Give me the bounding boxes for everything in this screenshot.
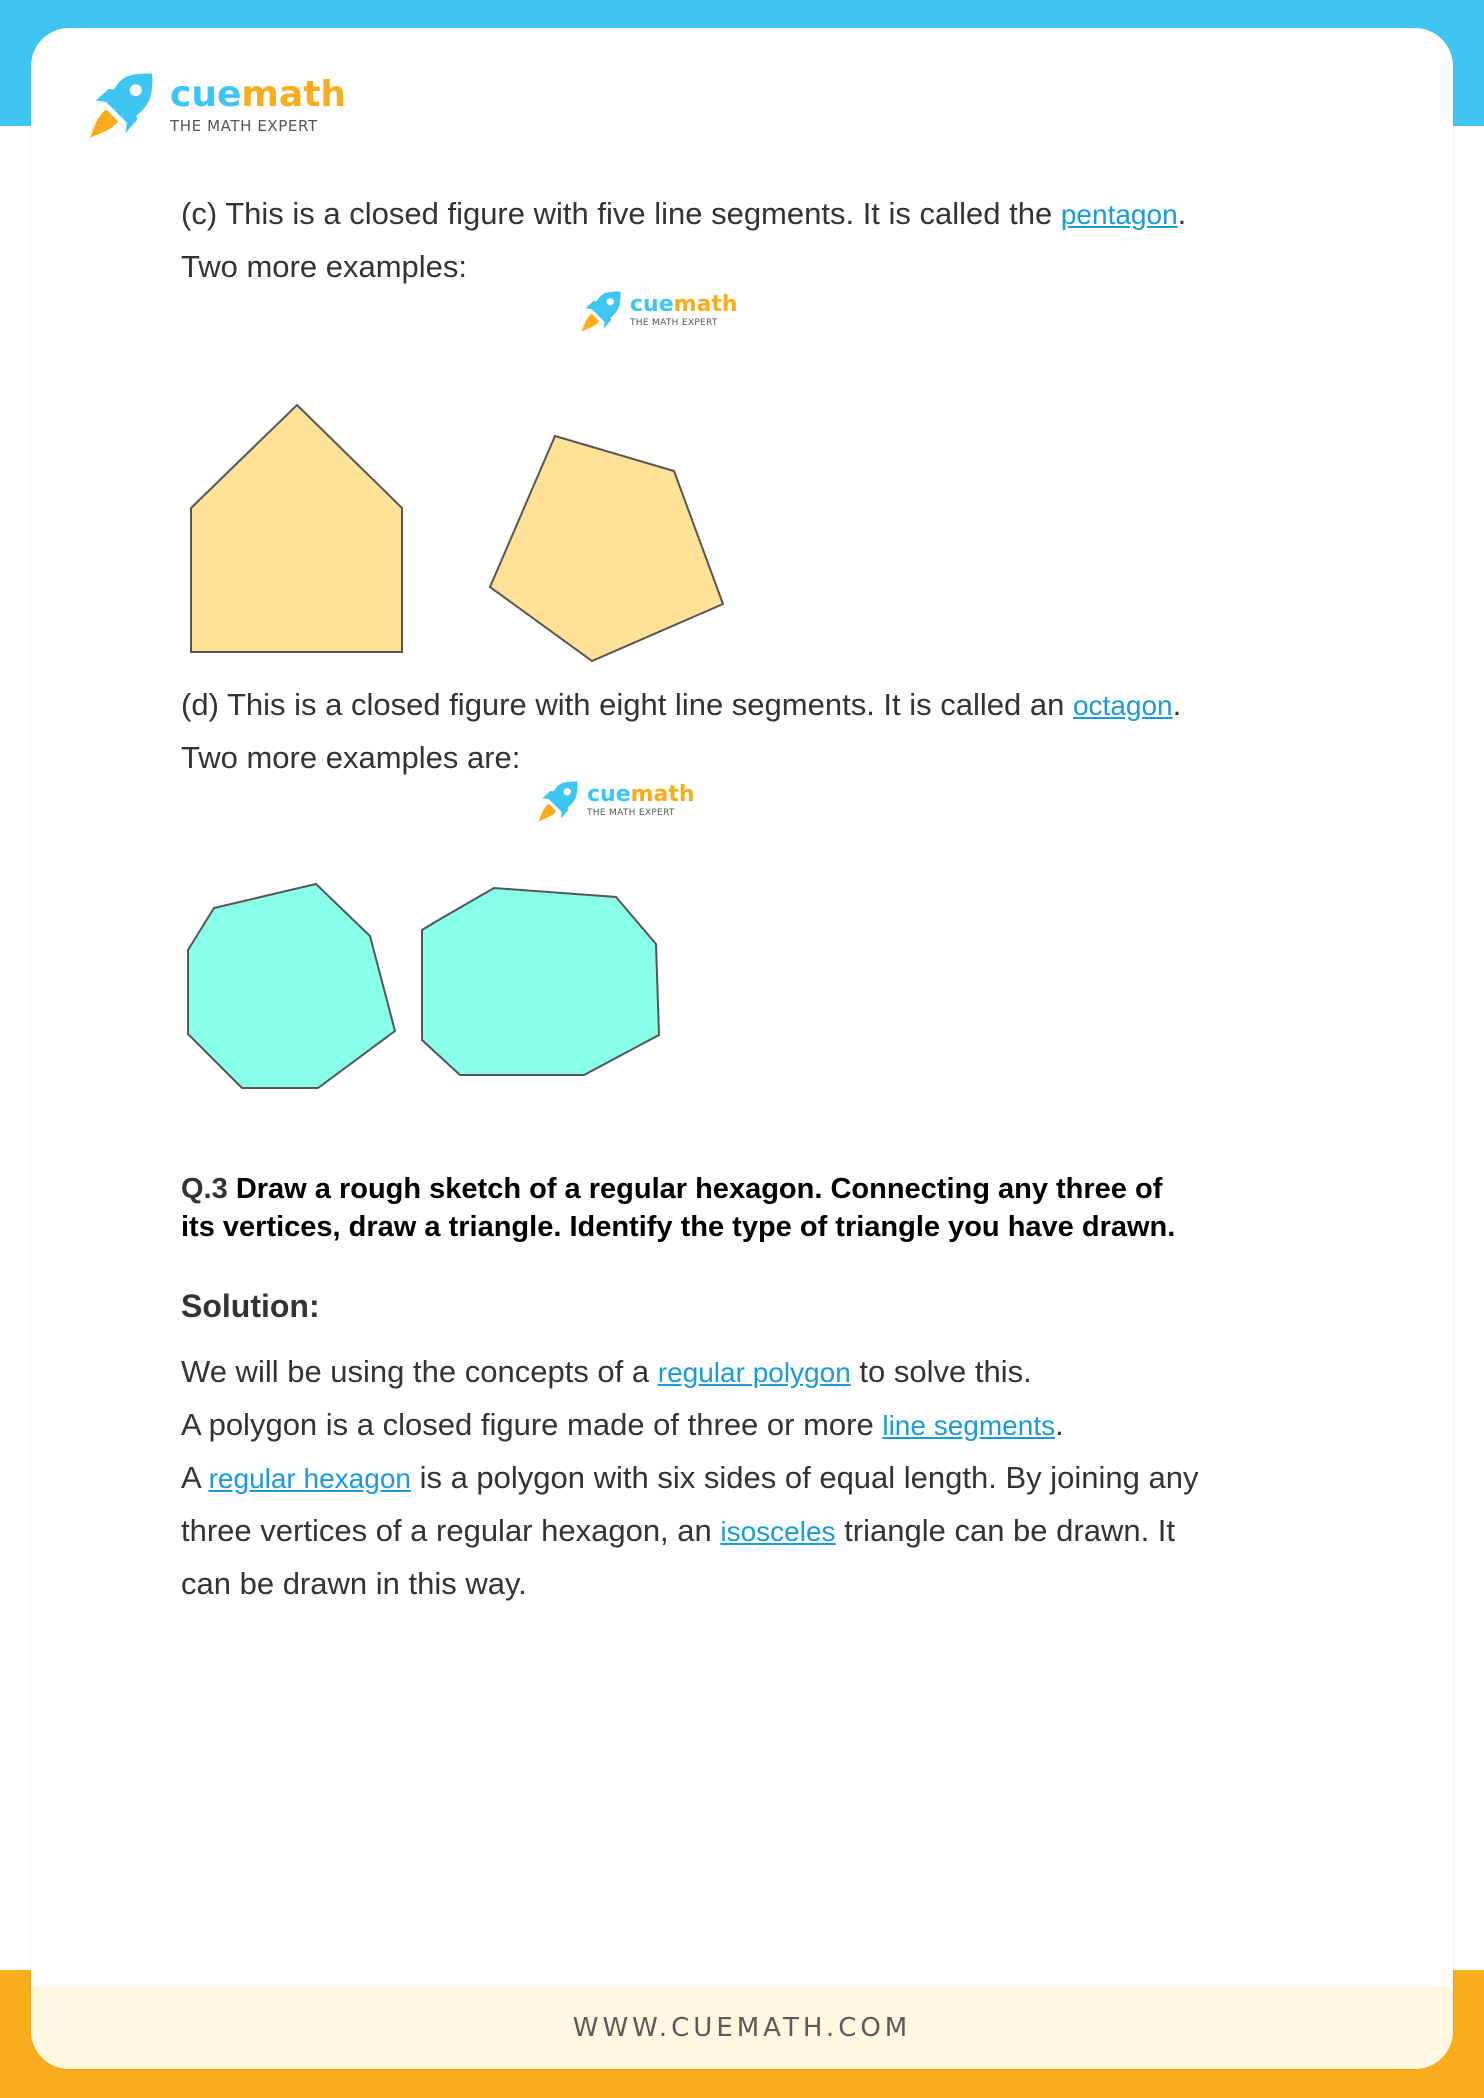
- question-number: Q.3: [181, 1173, 228, 1205]
- question-line2: its vertices, draw a triangle. Identify the type of triangle you have drawn.: [181, 1211, 1176, 1243]
- pentagon-examples: [180, 398, 740, 666]
- brand-name: cuemath: [170, 73, 347, 115]
- solution-line5: can be drawn in this way.: [181, 1566, 527, 1601]
- section-d-text: [181, 679, 1181, 784]
- section-d-line2: Two more examples are:: [181, 740, 521, 775]
- octagon-shape-1: [188, 884, 395, 1088]
- octagon-link[interactable]: octagon: [1072, 690, 1173, 721]
- section-c-line1: (c) This is a closed figure with five line segments. It is called the pentagon.: [181, 196, 1187, 231]
- octagon-examples: [180, 878, 680, 1094]
- solution-line1: We will be using the concepts of a regular polygon to solve this.: [181, 1354, 1032, 1389]
- regular-hexagon-link[interactable]: regular hexagon: [208, 1463, 411, 1494]
- rocket-icon: [84, 68, 158, 142]
- line-segments-link[interactable]: line segments: [882, 1410, 1056, 1441]
- watermark-logo: [535, 778, 695, 824]
- octagon-shape-2: [422, 888, 659, 1075]
- watermark-logo: [578, 288, 738, 334]
- footer: [31, 1987, 1453, 2069]
- pentagon-shape-2: [490, 436, 723, 661]
- regular-polygon-link[interactable]: regular polygon: [657, 1357, 851, 1388]
- footer-url[interactable]: WWW.CUEMATH.COM: [572, 2013, 912, 2043]
- solution-line4: three vertices of a regular hexagon, an isosceles triangle can be drawn. It: [181, 1513, 1176, 1548]
- solution-body: [181, 1346, 1199, 1610]
- solution-title: Solution:: [181, 1288, 320, 1324]
- section-c-text: [181, 188, 1186, 293]
- section-c-line2: Two more examples:: [181, 249, 467, 284]
- brand-name: cuemath: [587, 782, 695, 807]
- question-line1: Q.3 Draw a rough sketch of a regular hexagon. Connecting any three of: [181, 1173, 1163, 1205]
- brand-tagline: THE MATH EXPERT: [170, 116, 318, 135]
- isosceles-link[interactable]: isosceles: [720, 1516, 836, 1547]
- solution-line3: A regular hexagon is a polygon with six sides of equal length. By joining any: [181, 1460, 1199, 1495]
- header-logo[interactable]: [84, 68, 346, 142]
- question-3: [181, 1170, 1331, 1246]
- rocket-icon: [535, 778, 581, 824]
- brand-tagline: THE MATH EXPERT: [587, 808, 675, 818]
- pentagon-link[interactable]: pentagon: [1060, 199, 1178, 230]
- section-d-line1: (d) This is a closed figure with eight line segments. It is called an octagon.: [181, 687, 1182, 722]
- brand-tagline: THE MATH EXPERT: [630, 318, 718, 328]
- pentagon-shape-1: [191, 405, 402, 652]
- solution-line2: A polygon is a closed figure made of three or more line segments.: [181, 1407, 1064, 1442]
- rocket-icon: [578, 288, 624, 334]
- brand-name: cuemath: [630, 292, 738, 317]
